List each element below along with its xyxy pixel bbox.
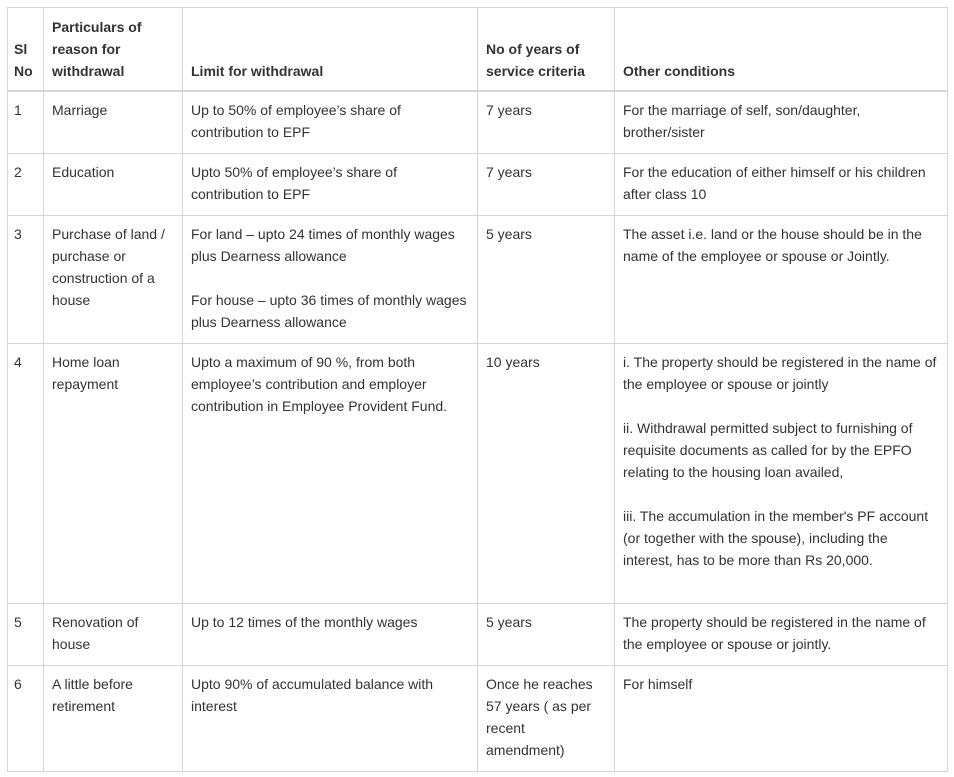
limit-text-house: For house – upto 36 times of monthly wages plus Dearness allowance (191, 292, 467, 330)
condition-text-iii: iii. The accumulation in the member's PF account (or together with the spouse), including the interest, has to be more than Rs 20,000. (623, 508, 929, 568)
header-service-criteria: No of years of service criteria (478, 8, 615, 92)
cell-sl-no: 2 (8, 154, 44, 216)
condition-text-ii: ii. Withdrawal permitted subject to furnishing of requisite documents as called for by the EPFO relating to the housing loan availed, (623, 420, 913, 480)
cell-particulars: Marriage (44, 91, 183, 154)
cell-sl-no: 4 (8, 344, 44, 604)
cell-particulars: Purchase of land / purchase or construction of a house (44, 216, 183, 344)
cell-limit (183, 91, 478, 154)
cell-limit (183, 604, 478, 666)
table-header (8, 8, 948, 92)
condition-text-i: i. The property should be registered in the name of the employee or spouse or jointly (623, 354, 937, 392)
cell-particulars: Home loan repayment (44, 344, 183, 604)
cell-limit (183, 666, 478, 772)
limit-text: Up to 12 times of the monthly wages (191, 614, 418, 630)
cell-service-criteria: 7 years (478, 154, 615, 216)
header-other-conditions: Other conditions (615, 8, 948, 92)
cell-service-criteria: 5 years (478, 216, 615, 344)
cell-other-conditions (615, 344, 948, 604)
cell-service-criteria: 7 years (478, 91, 615, 154)
table-row (8, 666, 948, 772)
table-row (8, 154, 948, 216)
cell-sl-no: 6 (8, 666, 44, 772)
cell-service-criteria: Once he reaches 57 years ( as per recent amendment) (478, 666, 615, 772)
condition-text: For himself (623, 676, 693, 692)
header-particulars: Particulars of reason for withdrawal (44, 8, 183, 92)
cell-particulars: A little before retirement (44, 666, 183, 772)
header-limit: Limit for withdrawal (183, 8, 478, 92)
limit-text: Up to 50% of employee’s share of contribution to EPF (191, 102, 401, 140)
cell-particulars: Education (44, 154, 183, 216)
cell-other-conditions (615, 216, 948, 344)
table-row (8, 604, 948, 666)
table-row (8, 91, 948, 154)
cell-service-criteria: 10 years (478, 344, 615, 604)
cell-limit (183, 344, 478, 604)
condition-text: The asset i.e. land or the house should be in the name of the employee or spouse or Jointly. (623, 226, 922, 264)
cell-other-conditions (615, 666, 948, 772)
limit-text: Upto 50% of employee’s share of contribution to EPF (191, 164, 397, 202)
limit-text: Upto a maximum of 90 %, from both employee’s contribution and employer contribution in Employee Provident Fund. (191, 354, 448, 414)
epf-withdrawal-table (7, 7, 948, 772)
header-row (8, 8, 948, 92)
condition-text: The property should be registered in the name of the employee or spouse or jointly. (623, 614, 926, 652)
limit-text: Upto 90% of accumulated balance with interest (191, 676, 434, 714)
cell-sl-no: 3 (8, 216, 44, 344)
table-body (8, 91, 948, 772)
condition-text: For the education of either himself or his children after class 10 (623, 164, 926, 202)
header-sl-no: Sl No (8, 8, 44, 92)
cell-service-criteria: 5 years (478, 604, 615, 666)
cell-sl-no: 5 (8, 604, 44, 666)
cell-limit (183, 154, 478, 216)
cell-limit (183, 216, 478, 344)
cell-sl-no: 1 (8, 91, 44, 154)
table-wrapper (7, 7, 948, 772)
limit-text-land: For land – upto 24 times of monthly wages plus Dearness allowance (191, 226, 455, 264)
table-row (8, 344, 948, 604)
cell-other-conditions (615, 154, 948, 216)
cell-particulars: Renovation of house (44, 604, 183, 666)
cell-other-conditions (615, 604, 948, 666)
condition-text: For the marriage of self, son/daughter, brother/sister (623, 102, 861, 140)
cell-other-conditions (615, 91, 948, 154)
table-row (8, 216, 948, 344)
